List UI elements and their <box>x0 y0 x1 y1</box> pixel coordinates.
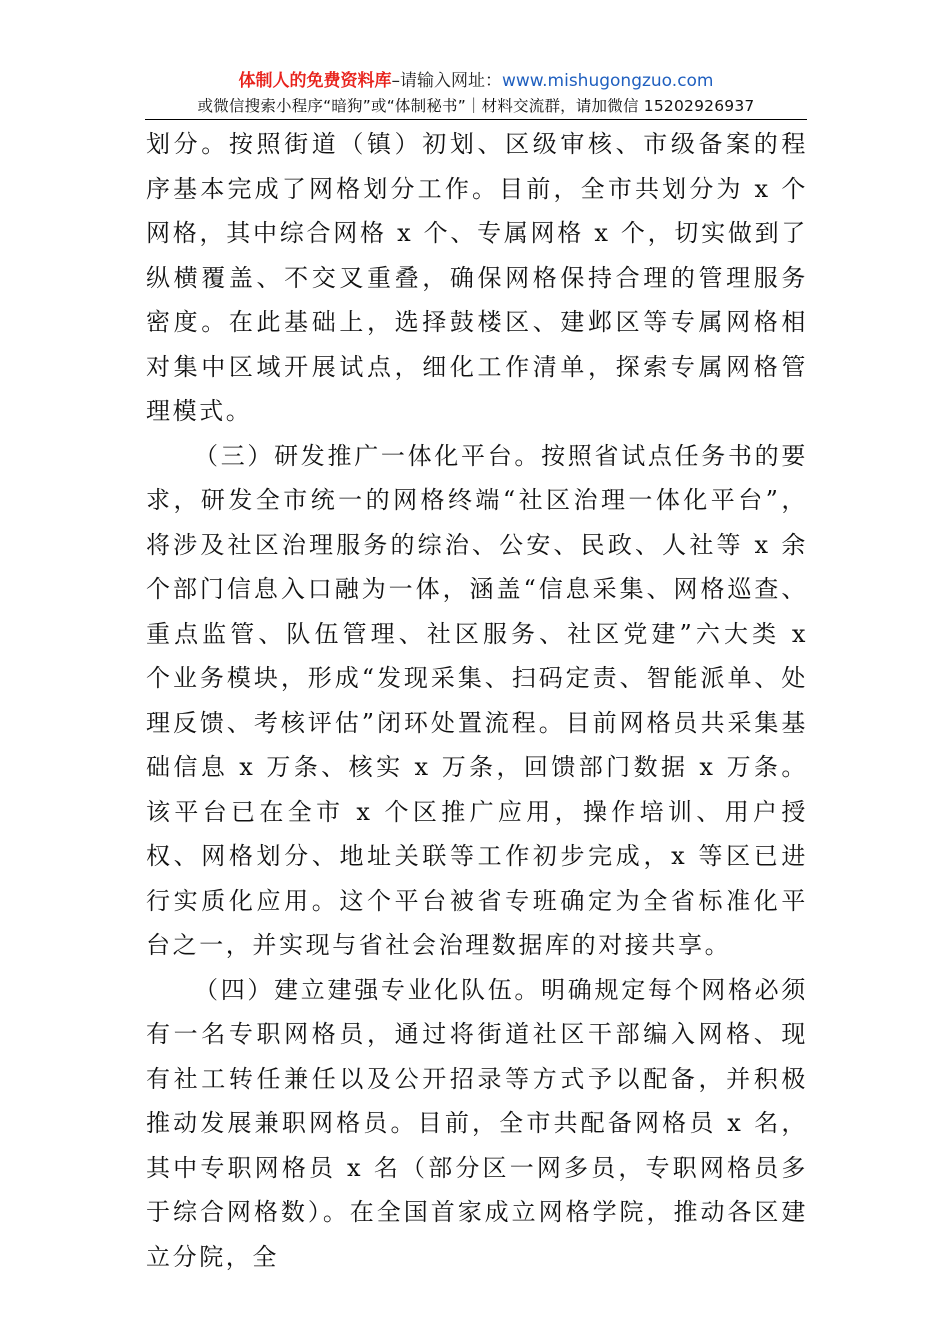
paragraph-section-4: （四）建立建强专业化队伍。明确规定每个网格必须有一名专职网格员，通过将街道社区干部编入网格、现有社工转任兼任以及公开招录等方式予以配备，并积极推动发展兼职网格员。目前，全市共配备网格员 x 名，其中专职网格员 x 名（部分区一网多员，专职网格员多于综合网格数）。在全国首家成立网格学院，推动各区建立分院，全 <box>146 975 808 1271</box>
header-brand: 体制人的免费资料库 <box>238 71 392 91</box>
header-prompt: –请输入网址： <box>391 71 502 91</box>
header-line-2: 或微信搜索小程序“暗狗”或“体制秘书”｜材料交流群，请加微信 15202926937 <box>197 97 755 115</box>
document-body <box>146 122 808 1279</box>
header-line-1 <box>145 68 807 94</box>
paragraph-continuation: 划分。按照街道（镇）初划、区级审核、市级备案的程序基本完成了网格划分工作。目前，全市共划分为 x 个网格，其中综合网格 x 个、专属网格 x 个，切实做到了纵横覆盖、不交叉重叠，确保网格保持合理的管理服务密度。在此基础上，选择鼓楼区、建邺区等专属网格相对集中区域开展试点，细化工作清单，探索专属网格管理模式。 <box>146 130 808 425</box>
page-header <box>145 68 807 118</box>
paragraph-section-3: （三）研发推广一体化平台。按照省试点任务书的要求，研发全市统一的网格终端“社区治理一体化平台”，将涉及社区治理服务的综治、公安、民政、人社等 x 余个部门信息入口融为一体，涵盖“信息采集、网格巡查、重点监管、队伍管理、社区服务、社区党建”六大类 x 个业务模块，形成“发现采集、扫码定责、智能派单、处理反馈、考核评估”闭环处置流程。目前网格员共采集基础信息 x 万条、核实 x 万条，回馈部门数据 x 万条。该平台已在全市 x 个区推广应用，操作培训、用户授权、网格划分、地址关联等工作初步完成，x 等区已进行实质化应用。这个平台被省专班确定为全省标准化平台之一，并实现与省社会治理数据库的对接共享。 <box>146 441 808 959</box>
header-divider <box>145 119 807 120</box>
header-url-link[interactable]: www.mishugongzuo.com <box>501 71 714 91</box>
